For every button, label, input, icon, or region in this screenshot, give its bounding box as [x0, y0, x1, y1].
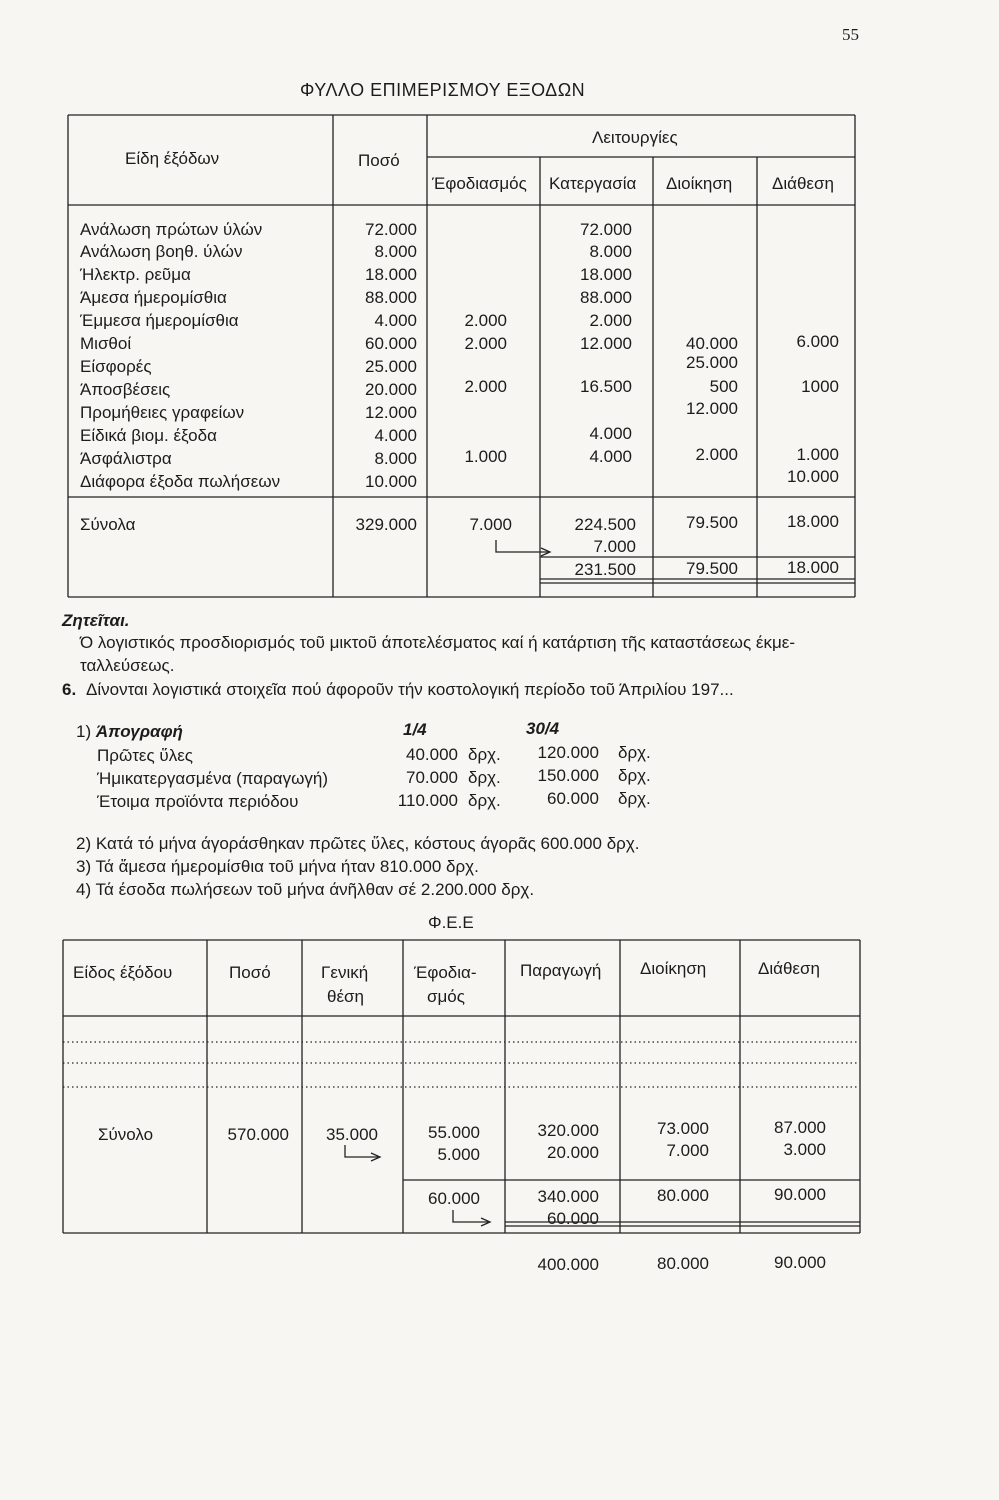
inventory-item-u1: δρχ.	[468, 745, 501, 764]
row-processing: 4.000	[589, 424, 632, 443]
row-label: Ανάλωση βοηθ. ύλών	[80, 242, 243, 261]
row-label: Είσφορές	[80, 357, 152, 376]
inventory-item-v2: 120.000	[537, 743, 599, 762]
inventory-number: 1)	[76, 722, 96, 741]
table1-final-admin: 79.500	[686, 559, 738, 578]
row-amount: 20.000	[365, 380, 417, 399]
exercise-point-4: 4) Τά έσοδα πωλήσεων τοῦ μήνα άνῆλθαν σέ 2.200.000 δρχ.	[76, 880, 535, 899]
row-amount: 60.000	[365, 334, 417, 353]
row-processing: 2.000	[589, 311, 632, 330]
table2-total-label: Σύνολο	[98, 1125, 154, 1144]
row-amount: 4.000	[374, 311, 417, 330]
inventory-item-v2: 60.000	[547, 789, 599, 808]
exercise-point-2: 2) Κατά τό μήνα άγοράσθηκαν πρῶτες ὕλες, κόστους άγορᾶς 600.000 δρχ.	[76, 834, 640, 853]
table2-header-general-1: Γενική	[321, 963, 369, 982]
row-amount: 12.000	[365, 403, 417, 422]
inventory-date2: 30/4	[526, 719, 560, 738]
table2-sub-supply: 60.000	[428, 1189, 480, 1208]
table2-total-admin-a: 73.000	[657, 1119, 709, 1138]
table1-header-admin: Διοίκηση	[666, 174, 733, 193]
row-admin: 12.000	[686, 399, 738, 418]
row-amount: 8.000	[374, 449, 417, 468]
table1-totals-supply: 7.000	[469, 515, 512, 534]
table1-transfer-value: 7.000	[593, 537, 636, 556]
row-disposal: 6.000	[796, 332, 839, 351]
inventory-date1: 1/4	[403, 720, 427, 739]
table1-header-disposal: Διάθεση	[772, 174, 834, 193]
row-supply: 2.000	[464, 334, 507, 353]
exercise-point-3: 3) Τά ἄμεσα ήμερομίσθια τοῦ μήνα ήταν 810.000 δρχ.	[76, 857, 479, 876]
row-disposal: 1.000	[796, 445, 839, 464]
row-disposal: 1000	[801, 377, 839, 396]
table1-header-processing: Κατεργασία	[549, 174, 637, 193]
row-admin: 25.000	[686, 353, 738, 372]
inventory-item-u1: δρχ.	[468, 768, 501, 787]
inventory-item-v2: 150.000	[537, 766, 599, 785]
exercise-number: 6.	[62, 680, 77, 699]
row-processing: 8.000	[589, 242, 632, 261]
table2-header-production: Παραγωγή	[520, 961, 602, 980]
table1-header-functions: Λειτουργίες	[592, 128, 678, 147]
row-processing: 12.000	[580, 334, 632, 353]
row-label: Έμμεσα ήμερομίσθια	[80, 311, 239, 330]
table2-final-production: 400.000	[537, 1255, 599, 1274]
table2-sub-admin: 80.000	[657, 1186, 709, 1205]
row-label: Άμεσα ήμερομίσθια	[80, 288, 227, 307]
table2-final-admin: 80.000	[657, 1254, 709, 1273]
row-label: Άποσβέσεις	[80, 380, 171, 399]
row-processing: 72.000	[580, 220, 632, 239]
requested-label: Ζητεῖται.	[62, 611, 130, 630]
table1-title: ΦΥΛΛΟ ΕΠΙΜΕΡΙΣΜΟΥ ΕΞΟΔΩΝ	[300, 80, 586, 100]
requested-text-line2: ταλλεύσεως.	[80, 656, 175, 675]
requested-text-line1: Ό λογιστικός προσδιορισμός τοῦ μικτοῦ άποτελέσματος καί ή κατάρτιση τῆς καταστάσεως έκμε-	[80, 633, 795, 652]
inventory-item-label: Έτοιμα προϊόντα περιόδου	[97, 792, 299, 811]
row-supply: 1.000	[464, 447, 507, 466]
table1-totals-admin: 79.500	[686, 513, 738, 532]
table1-header-supply: Έφοδιασμός	[432, 174, 527, 193]
table1-header-amount: Ποσό	[358, 151, 400, 170]
exercise-intro: Δίνονται λογιστικά στοιχεῖα πού άφοροῦν τήν κοστολογική περίοδο τοῦ Άπριλίου 197...	[86, 680, 734, 699]
inventory-item-u2: δρχ.	[618, 743, 651, 762]
row-amount: 88.000	[365, 288, 417, 307]
row-amount: 10.000	[365, 472, 417, 491]
inventory-item-label: Ήμικατεργασμένα (παραγωγή)	[97, 769, 329, 788]
table1-totals-amount: 329.000	[355, 515, 417, 534]
table2-total-admin-b: 7.000	[666, 1141, 709, 1160]
table2-total-amount: 570.000	[227, 1125, 289, 1144]
table2-final-disposal: 90.000	[774, 1253, 826, 1272]
inventory-item-v1: 110.000	[397, 791, 458, 810]
row-label: Ήλεκτρ. ρεῦμα	[80, 265, 191, 284]
inventory-item-u1: δρχ.	[468, 791, 501, 810]
table1-totals-disposal: 18.000	[787, 512, 839, 531]
row-processing: 4.000	[589, 447, 632, 466]
row-label: Διάφορα έξοδα πωλήσεων	[80, 472, 281, 491]
row-amount: 25.000	[365, 357, 417, 376]
inventory-item-u2: δρχ.	[618, 766, 651, 785]
page-number: 55	[842, 25, 859, 44]
row-processing: 16.500	[580, 377, 632, 396]
table2-total-production-b: 20.000	[547, 1143, 599, 1162]
inventory-title: Άπογραφή	[95, 722, 183, 741]
table2-header-general-2: θέση	[327, 987, 364, 1006]
table2-total-disposal-b: 3.000	[783, 1140, 826, 1159]
table2-sub-production-b: 60.000	[547, 1209, 599, 1228]
table2-total-supply-b: 5.000	[437, 1145, 480, 1164]
row-admin: 500	[709, 377, 738, 396]
table2-header-disposal: Διάθεση	[758, 959, 820, 978]
table2-header-admin: Διοίκηση	[640, 959, 707, 978]
row-amount: 72.000	[365, 220, 417, 239]
row-amount: 4.000	[374, 426, 417, 445]
row-disposal: 10.000	[787, 467, 839, 486]
inventory-label-prefix	[76, 722, 183, 742]
row-label: Είδικά βιομ. έξοδα	[80, 426, 217, 445]
table2-header-kind: Είδος έξόδου	[73, 963, 173, 982]
row-amount: 18.000	[365, 265, 417, 284]
table2-sub-disposal: 90.000	[774, 1185, 826, 1204]
table1-final-disposal: 18.000	[787, 558, 839, 577]
table1-header-kind: Είδη έξόδων	[125, 149, 220, 168]
row-supply: 2.000	[464, 377, 507, 396]
row-supply: 2.000	[464, 311, 507, 330]
row-processing: 18.000	[580, 265, 632, 284]
row-admin: 40.000	[686, 334, 738, 353]
inventory-item-u2: δρχ.	[618, 789, 651, 808]
table2-header-supply-1: Έφοδια-	[414, 963, 477, 982]
table2-header-amount: Ποσό	[229, 963, 271, 982]
table1-totals-processing: 224.500	[574, 515, 636, 534]
inventory-item-v1: 40.000	[406, 745, 458, 764]
table2-total-production-a: 320.000	[537, 1121, 599, 1140]
inventory-item-v1: 70.000	[406, 768, 458, 787]
inventory-item-label: Πρῶτες ὕλες	[97, 746, 193, 765]
table1-totals-label: Σύνολα	[80, 515, 136, 534]
table2-title: Φ.Ε.Ε	[428, 913, 474, 932]
row-label: Άσφάλιστρα	[80, 449, 172, 468]
row-amount: 8.000	[374, 242, 417, 261]
row-label: Ανάλωση πρώτων ύλών	[80, 220, 263, 239]
row-admin: 2.000	[695, 445, 738, 464]
table2-total-disposal-a: 87.000	[774, 1118, 826, 1137]
table2-sub-production-a: 340.000	[537, 1187, 599, 1206]
table2-total-supply-a: 55.000	[428, 1123, 480, 1142]
table2-total-general: 35.000	[326, 1125, 378, 1144]
table2-header-supply-2: σμός	[427, 987, 465, 1006]
table1-final-processing: 231.500	[574, 560, 636, 579]
row-processing: 88.000	[580, 288, 632, 307]
row-label: Μισθοί	[80, 334, 132, 353]
row-label: Προμήθειες γραφείων	[80, 403, 245, 422]
